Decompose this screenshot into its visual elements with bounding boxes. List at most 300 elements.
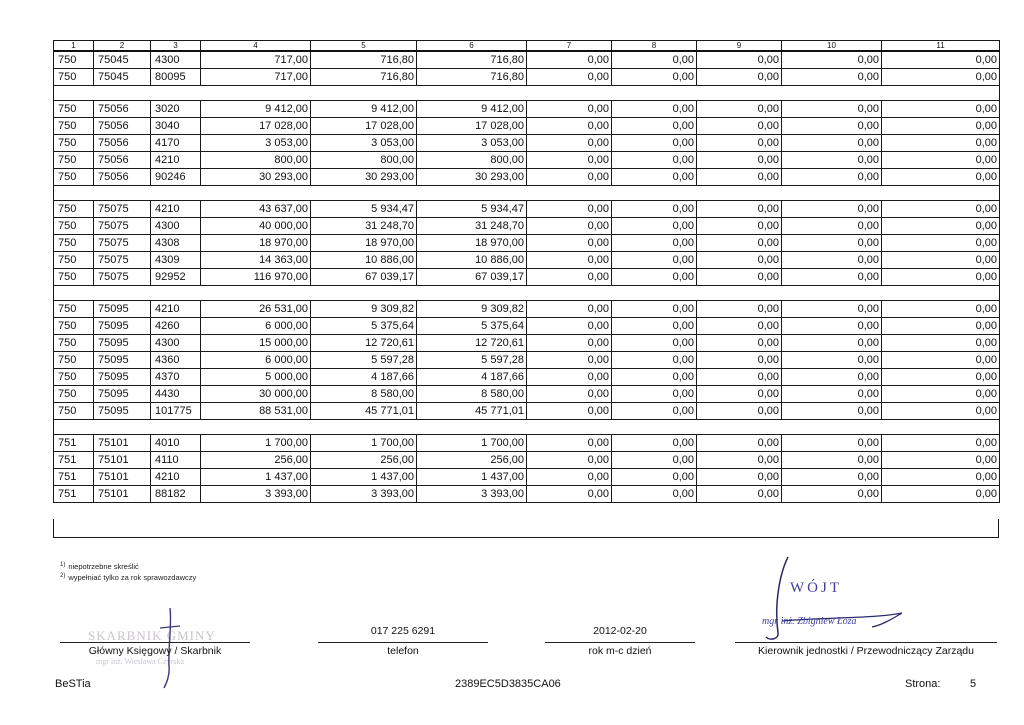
treasurer-stamp-name: mgr inż. Wiesława Czyrska	[96, 657, 184, 666]
table-row	[54, 369, 1000, 386]
table-cell: 0,00	[782, 135, 882, 152]
table-cell: 75095	[94, 318, 151, 335]
table-cell: 45 771,01	[417, 403, 527, 420]
table-cell: 75095	[94, 335, 151, 352]
report-table-container	[53, 40, 999, 503]
table-cell: 80095	[151, 69, 201, 86]
table-cell: 0,00	[882, 452, 1000, 469]
table-row	[54, 169, 1000, 186]
table-cell: 0,00	[782, 369, 882, 386]
table-cell: 0,00	[527, 318, 612, 335]
table-cell: 0,00	[882, 235, 1000, 252]
footnote-1-text: niepotrzebne skreślić	[68, 562, 139, 571]
table-cell: 0,00	[612, 235, 697, 252]
table-cell: 4210	[151, 301, 201, 318]
table-cell: 750	[54, 335, 94, 352]
table-cell: 750	[54, 403, 94, 420]
table-row	[54, 269, 1000, 286]
table-cell: 18 970,00	[417, 235, 527, 252]
table-cell: 0,00	[612, 335, 697, 352]
table-cell: 800,00	[417, 152, 527, 169]
table-cell: 0,00	[612, 101, 697, 118]
table-cell: 0,00	[782, 51, 882, 69]
table-cell: 0,00	[612, 135, 697, 152]
table-cell: 75095	[94, 301, 151, 318]
table-cell: 0,00	[527, 335, 612, 352]
table-cell: 3 393,00	[201, 486, 311, 503]
table-row	[54, 51, 1000, 69]
separator-cell	[54, 420, 1000, 435]
table-row	[54, 469, 1000, 486]
table-cell: 3040	[151, 118, 201, 135]
table-row	[54, 452, 1000, 469]
table-cell: 4370	[151, 369, 201, 386]
table-cell: 0,00	[882, 269, 1000, 286]
table-cell: 0,00	[697, 201, 782, 218]
table-cell: 0,00	[612, 152, 697, 169]
table-cell: 75095	[94, 352, 151, 369]
table-cell: 5 597,28	[417, 352, 527, 369]
table-cell: 75075	[94, 218, 151, 235]
table-cell: 75101	[94, 435, 151, 452]
table-cell: 0,00	[782, 252, 882, 269]
table-cell: 10 886,00	[311, 252, 417, 269]
table-cell: 0,00	[882, 318, 1000, 335]
table-cell: 0,00	[612, 452, 697, 469]
table-cell: 0,00	[697, 352, 782, 369]
table-cell: 90246	[151, 169, 201, 186]
table-cell: 0,00	[882, 352, 1000, 369]
table-cell: 800,00	[311, 152, 417, 169]
table-cell: 6 000,00	[201, 318, 311, 335]
table-cell: 0,00	[697, 318, 782, 335]
table-cell: 0,00	[697, 469, 782, 486]
table-cell: 0,00	[612, 352, 697, 369]
table-cell: 0,00	[612, 403, 697, 420]
table-cell: 750	[54, 318, 94, 335]
table-cell: 15 000,00	[201, 335, 311, 352]
table-cell: 101775	[151, 403, 201, 420]
table-cell: 4260	[151, 318, 201, 335]
header-cell: 8	[612, 41, 697, 52]
table-cell: 0,00	[527, 169, 612, 186]
head-label: Kierownik jednostki / Przewodniczący Zarządu	[758, 645, 974, 657]
table-cell: 717,00	[201, 51, 311, 69]
table-cell: 0,00	[882, 369, 1000, 386]
table-cell: 3020	[151, 101, 201, 118]
table-cell: 75045	[94, 69, 151, 86]
table-cell: 0,00	[782, 301, 882, 318]
table-row	[54, 486, 1000, 503]
table-cell: 92952	[151, 269, 201, 286]
table-cell: 0,00	[527, 101, 612, 118]
table-cell: 800,00	[201, 152, 311, 169]
table-cell: 0,00	[782, 269, 882, 286]
table-cell: 67 039,17	[311, 269, 417, 286]
table-cell: 0,00	[697, 101, 782, 118]
table-cell: 0,00	[697, 235, 782, 252]
group-separator	[54, 286, 1000, 301]
date-line	[545, 642, 695, 643]
table-cell: 4300	[151, 335, 201, 352]
table-cell: 4360	[151, 352, 201, 369]
header-cell: 9	[697, 41, 782, 52]
table-cell: 10 886,00	[417, 252, 527, 269]
table-cell: 5 375,64	[417, 318, 527, 335]
table-cell: 0,00	[612, 118, 697, 135]
table-cell: 5 934,47	[311, 201, 417, 218]
table-cell: 0,00	[527, 135, 612, 152]
table-cell: 0,00	[882, 486, 1000, 503]
table-cell: 0,00	[527, 218, 612, 235]
table-cell: 1 700,00	[201, 435, 311, 452]
page-label: Strona:	[905, 678, 941, 690]
table-cell: 0,00	[527, 369, 612, 386]
table-cell: 1 437,00	[201, 469, 311, 486]
table-cell: 0,00	[697, 269, 782, 286]
group-separator	[54, 186, 1000, 201]
table-cell: 751	[54, 486, 94, 503]
table-cell: 751	[54, 435, 94, 452]
table-cell: 1 437,00	[417, 469, 527, 486]
table-cell: 0,00	[612, 369, 697, 386]
table-cell: 0,00	[882, 169, 1000, 186]
table-cell: 88182	[151, 486, 201, 503]
table-cell: 9 309,82	[417, 301, 527, 318]
wojt-stamp-name: mgr inż. Zbigniew Łoza	[762, 616, 857, 627]
table-cell: 0,00	[882, 201, 1000, 218]
table-cell: 0,00	[782, 218, 882, 235]
table-cell: 0,00	[882, 301, 1000, 318]
table-cell: 750	[54, 235, 94, 252]
table-cell: 31 248,70	[417, 218, 527, 235]
table-cell: 0,00	[697, 486, 782, 503]
table-cell: 0,00	[882, 218, 1000, 235]
separator-cell	[54, 86, 1000, 101]
table-cell: 0,00	[882, 152, 1000, 169]
table-cell: 4300	[151, 51, 201, 69]
table-cell: 0,00	[697, 252, 782, 269]
table-cell: 0,00	[697, 403, 782, 420]
table-cell: 0,00	[782, 335, 882, 352]
table-cell: 0,00	[782, 318, 882, 335]
table-cell: 17 028,00	[311, 118, 417, 135]
table-cell: 0,00	[697, 118, 782, 135]
table-cell: 750	[54, 218, 94, 235]
header-cell: 2	[94, 41, 151, 52]
table-cell: 6 000,00	[201, 352, 311, 369]
table-cell: 0,00	[697, 369, 782, 386]
group-separator	[54, 86, 1000, 101]
table-cell: 75095	[94, 403, 151, 420]
table-cell: 4 187,66	[417, 369, 527, 386]
header-cell: 7	[527, 41, 612, 52]
table-cell: 0,00	[612, 318, 697, 335]
table-cell: 8 580,00	[417, 386, 527, 403]
table-cell: 0,00	[882, 101, 1000, 118]
table-cell: 0,00	[612, 435, 697, 452]
header-cell: 5	[311, 41, 417, 52]
table-cell: 0,00	[612, 269, 697, 286]
table-cell: 18 970,00	[311, 235, 417, 252]
table-cell: 75056	[94, 169, 151, 186]
table-cell: 0,00	[697, 218, 782, 235]
table-cell: 9 412,00	[201, 101, 311, 118]
table-cell: 26 531,00	[201, 301, 311, 318]
document-code: 2389EC5D3835CA06	[455, 678, 561, 690]
table-cell: 0,00	[612, 201, 697, 218]
header-cell: 4	[201, 41, 311, 52]
separator-cell	[54, 286, 1000, 301]
group-separator	[54, 420, 1000, 435]
table-cell: 5 375,64	[311, 318, 417, 335]
table-row	[54, 135, 1000, 152]
accountant-label: Główny Księgowy / Skarbnik	[88, 645, 222, 657]
table-cell: 0,00	[782, 386, 882, 403]
table-cell: 4010	[151, 435, 201, 452]
table-cell: 0,00	[882, 386, 1000, 403]
table-row	[54, 252, 1000, 269]
table-cell: 0,00	[612, 51, 697, 69]
table-cell: 1 700,00	[311, 435, 417, 452]
table-cell: 0,00	[612, 218, 697, 235]
table-cell: 18 970,00	[201, 235, 311, 252]
table-cell: 0,00	[782, 201, 882, 218]
table-cell: 0,00	[882, 118, 1000, 135]
table-cell: 0,00	[782, 152, 882, 169]
table-cell: 43 637,00	[201, 201, 311, 218]
table-cell: 88 531,00	[201, 403, 311, 420]
table-cell: 0,00	[782, 69, 882, 86]
table-cell: 0,00	[527, 386, 612, 403]
table-row	[54, 201, 1000, 218]
table-cell: 751	[54, 469, 94, 486]
table-cell: 0,00	[612, 69, 697, 86]
table-cell: 116 970,00	[201, 269, 311, 286]
table-row	[54, 218, 1000, 235]
table-cell: 750	[54, 118, 94, 135]
table-cell: 0,00	[527, 152, 612, 169]
table-row	[54, 335, 1000, 352]
table-cell: 75075	[94, 269, 151, 286]
table-cell: 9 412,00	[311, 101, 417, 118]
head-signature-line	[735, 642, 997, 643]
software-name: BeSTia	[55, 678, 91, 690]
table-cell: 0,00	[697, 51, 782, 69]
table-cell: 0,00	[882, 469, 1000, 486]
table-cell: 0,00	[612, 169, 697, 186]
table-cell: 0,00	[527, 352, 612, 369]
table-cell: 0,00	[882, 252, 1000, 269]
table-cell: 0,00	[882, 135, 1000, 152]
table-row	[54, 69, 1000, 86]
table-cell: 716,80	[311, 51, 417, 69]
table-row	[54, 352, 1000, 369]
table-cell: 75075	[94, 235, 151, 252]
table-cell: 1 700,00	[417, 435, 527, 452]
table-cell: 30 293,00	[417, 169, 527, 186]
table-cell: 4210	[151, 152, 201, 169]
table-cell: 0,00	[612, 386, 697, 403]
header-cell: 3	[151, 41, 201, 52]
table-cell: 12 720,61	[311, 335, 417, 352]
table-cell: 4309	[151, 252, 201, 269]
table-cell: 0,00	[782, 469, 882, 486]
table-cell: 750	[54, 135, 94, 152]
separator-cell	[54, 186, 1000, 201]
table-cell: 0,00	[527, 118, 612, 135]
table-cell: 717,00	[201, 69, 311, 86]
table-cell: 0,00	[882, 51, 1000, 69]
table-cell: 0,00	[882, 335, 1000, 352]
table-cell: 0,00	[527, 51, 612, 69]
table-cell: 5 934,47	[417, 201, 527, 218]
table-cell: 3 393,00	[311, 486, 417, 503]
table-cell: 75095	[94, 369, 151, 386]
table-cell: 0,00	[697, 335, 782, 352]
table-cell: 30 293,00	[311, 169, 417, 186]
table-cell: 3 393,00	[417, 486, 527, 503]
table-cell: 3 053,00	[417, 135, 527, 152]
header-cell: 11	[882, 41, 1000, 52]
table-cell: 0,00	[782, 452, 882, 469]
table-cell: 0,00	[697, 435, 782, 452]
table-cell: 0,00	[527, 69, 612, 86]
table-row	[54, 152, 1000, 169]
table-cell: 0,00	[527, 235, 612, 252]
table-cell: 750	[54, 201, 94, 218]
treasurer-stamp-text: SKARBNIK GMINY	[88, 628, 216, 643]
table-cell: 256,00	[311, 452, 417, 469]
table-cell: 75101	[94, 486, 151, 503]
table-cell: 4210	[151, 469, 201, 486]
table-cell: 751	[54, 452, 94, 469]
table-cell: 0,00	[697, 452, 782, 469]
table-cell: 0,00	[612, 252, 697, 269]
table-cell: 45 771,01	[311, 403, 417, 420]
table-cell: 4300	[151, 218, 201, 235]
table-cell: 750	[54, 101, 94, 118]
table-cell: 4110	[151, 452, 201, 469]
table-bottom-frame	[53, 519, 999, 538]
page-number: 5	[970, 678, 977, 690]
table-cell: 0,00	[527, 403, 612, 420]
table-cell: 75056	[94, 118, 151, 135]
table-cell: 0,00	[697, 169, 782, 186]
table-cell: 4 187,66	[311, 369, 417, 386]
table-cell: 12 720,61	[417, 335, 527, 352]
table-cell: 256,00	[201, 452, 311, 469]
table-cell: 716,80	[311, 69, 417, 86]
wojt-stamp-text: WÓJT	[790, 580, 842, 596]
table-cell: 750	[54, 386, 94, 403]
phone-label: telefon	[387, 645, 419, 657]
header-cell: 6	[417, 41, 527, 52]
table-cell: 750	[54, 269, 94, 286]
table-row	[54, 235, 1000, 252]
table-cell: 75045	[94, 51, 151, 69]
table-cell: 75101	[94, 452, 151, 469]
table-cell: 4210	[151, 201, 201, 218]
table-cell: 4308	[151, 235, 201, 252]
table-cell: 0,00	[782, 403, 882, 420]
table-cell: 31 248,70	[311, 218, 417, 235]
phone-line	[318, 642, 488, 643]
header-cell: 10	[782, 41, 882, 52]
table-cell: 75056	[94, 152, 151, 169]
table-cell: 0,00	[697, 386, 782, 403]
header-row	[54, 41, 1000, 52]
table-cell: 750	[54, 169, 94, 186]
table-cell: 750	[54, 352, 94, 369]
table-row	[54, 101, 1000, 118]
table-cell: 750	[54, 369, 94, 386]
table-cell: 0,00	[527, 435, 612, 452]
table-row	[54, 318, 1000, 335]
table-row	[54, 435, 1000, 452]
header-cell: 1	[54, 41, 94, 52]
table-cell: 8 580,00	[311, 386, 417, 403]
table-cell: 750	[54, 51, 94, 69]
table-cell: 0,00	[782, 235, 882, 252]
wojt-signature-icon	[752, 553, 912, 643]
table-cell: 716,80	[417, 69, 527, 86]
footnote-2-text: wypełniać tylko za rok sprawozdawczy	[68, 573, 197, 582]
table-cell: 716,80	[417, 51, 527, 69]
table-cell: 75101	[94, 469, 151, 486]
table-row	[54, 118, 1000, 135]
table-cell: 75075	[94, 201, 151, 218]
footnote-2-mark: 2)	[60, 573, 66, 579]
table-cell: 5 597,28	[311, 352, 417, 369]
table-cell: 3 053,00	[311, 135, 417, 152]
table-cell: 0,00	[782, 101, 882, 118]
table-cell: 0,00	[782, 118, 882, 135]
table-cell: 0,00	[527, 252, 612, 269]
table-cell: 0,00	[782, 352, 882, 369]
table-cell: 30 000,00	[201, 386, 311, 403]
table-cell: 17 028,00	[201, 118, 311, 135]
table-cell: 0,00	[782, 169, 882, 186]
table-cell: 3 053,00	[201, 135, 311, 152]
table-cell: 9 412,00	[417, 101, 527, 118]
table-row	[54, 403, 1000, 420]
table-cell: 256,00	[417, 452, 527, 469]
footnote-1-mark: 1)	[60, 562, 66, 568]
table-row	[54, 301, 1000, 318]
table-cell: 0,00	[527, 301, 612, 318]
table-cell: 4170	[151, 135, 201, 152]
footnote-1	[60, 562, 139, 571]
table-cell: 75075	[94, 252, 151, 269]
table-cell: 0,00	[527, 201, 612, 218]
table-cell: 4430	[151, 386, 201, 403]
table-cell: 75056	[94, 101, 151, 118]
table-cell: 750	[54, 301, 94, 318]
table-cell: 0,00	[882, 403, 1000, 420]
table-cell: 0,00	[612, 301, 697, 318]
table-cell: 0,00	[527, 269, 612, 286]
table-cell: 750	[54, 252, 94, 269]
table-cell: 0,00	[782, 435, 882, 452]
budget-report-table	[53, 40, 1000, 503]
table-cell: 40 000,00	[201, 218, 311, 235]
table-cell: 0,00	[527, 452, 612, 469]
table-cell: 9 309,82	[311, 301, 417, 318]
date-value: 2012-02-20	[593, 625, 647, 637]
table-cell: 0,00	[882, 69, 1000, 86]
phone-value: 017 225 6291	[370, 625, 436, 637]
